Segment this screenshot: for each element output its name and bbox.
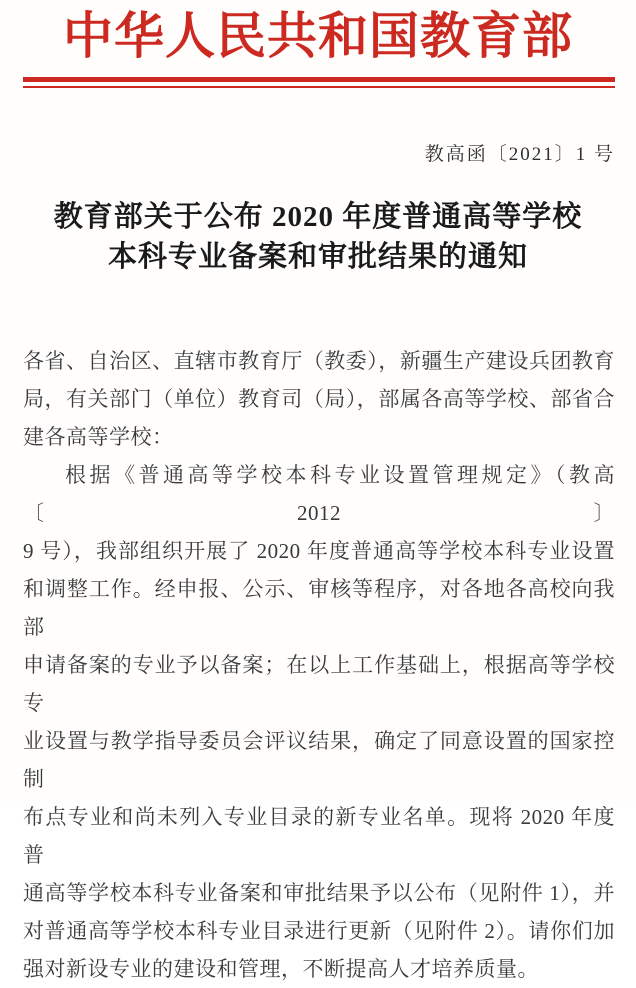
body-line: 布点专业和尚未列入专业目录的新专业名单。现将 2020 年度普: [23, 805, 615, 867]
header-divider-rule: [23, 77, 615, 88]
body-line: 对普通高等学校本科专业目录进行更新（见附件 2）。请你们加: [23, 919, 615, 943]
body-line-paragraph-end: 强对新设专业的建设和管理，不断提高人才培养质量。: [23, 957, 539, 981]
body-line-paragraph-start: 根据《普通高等学校本科专业设置管理规定》（教高〔2012〕: [23, 463, 615, 525]
body-line: 业设置与教学指导委员会评议结果，确定了同意设置的国家控制: [23, 729, 615, 791]
document-title-line-2: 本科专业备案和审批结果的通知: [107, 241, 528, 273]
document-body: [23, 342, 615, 988]
divider-thick-line: [23, 77, 615, 82]
ministry-header-title: 中华人民共和国教育部: [63, 8, 573, 64]
document-reference-number: 教高函〔2021〕1 号: [424, 144, 615, 165]
body-line: 通高等学校本科专业备案和审批结果予以公布（见附件 1），并: [23, 881, 615, 905]
divider-thin-line: [23, 86, 615, 88]
body-line-salutation-end: 建各高等学校：: [23, 425, 174, 449]
body-line: 申请备案的专业予以备案；在以上工作基础上，根据高等学校专: [23, 653, 615, 715]
body-line: 9 号），我部组织开展了 2020 年度普通高等学校本科专业设置: [23, 539, 615, 563]
body-line: 各省、自治区、直辖市教育厅（教委），新疆生产建设兵团教育: [23, 349, 615, 373]
body-line: 局，有关部门（单位）教育司（局），部属各高等学校、部省合: [23, 387, 615, 411]
document-title: [0, 197, 636, 277]
body-line: 和调整工作。经申报、公示、审核等程序，对各地各高校向我部: [23, 577, 615, 639]
document-title-line-1: 教育部关于公布 2020 年度普通高等学校: [53, 201, 583, 233]
